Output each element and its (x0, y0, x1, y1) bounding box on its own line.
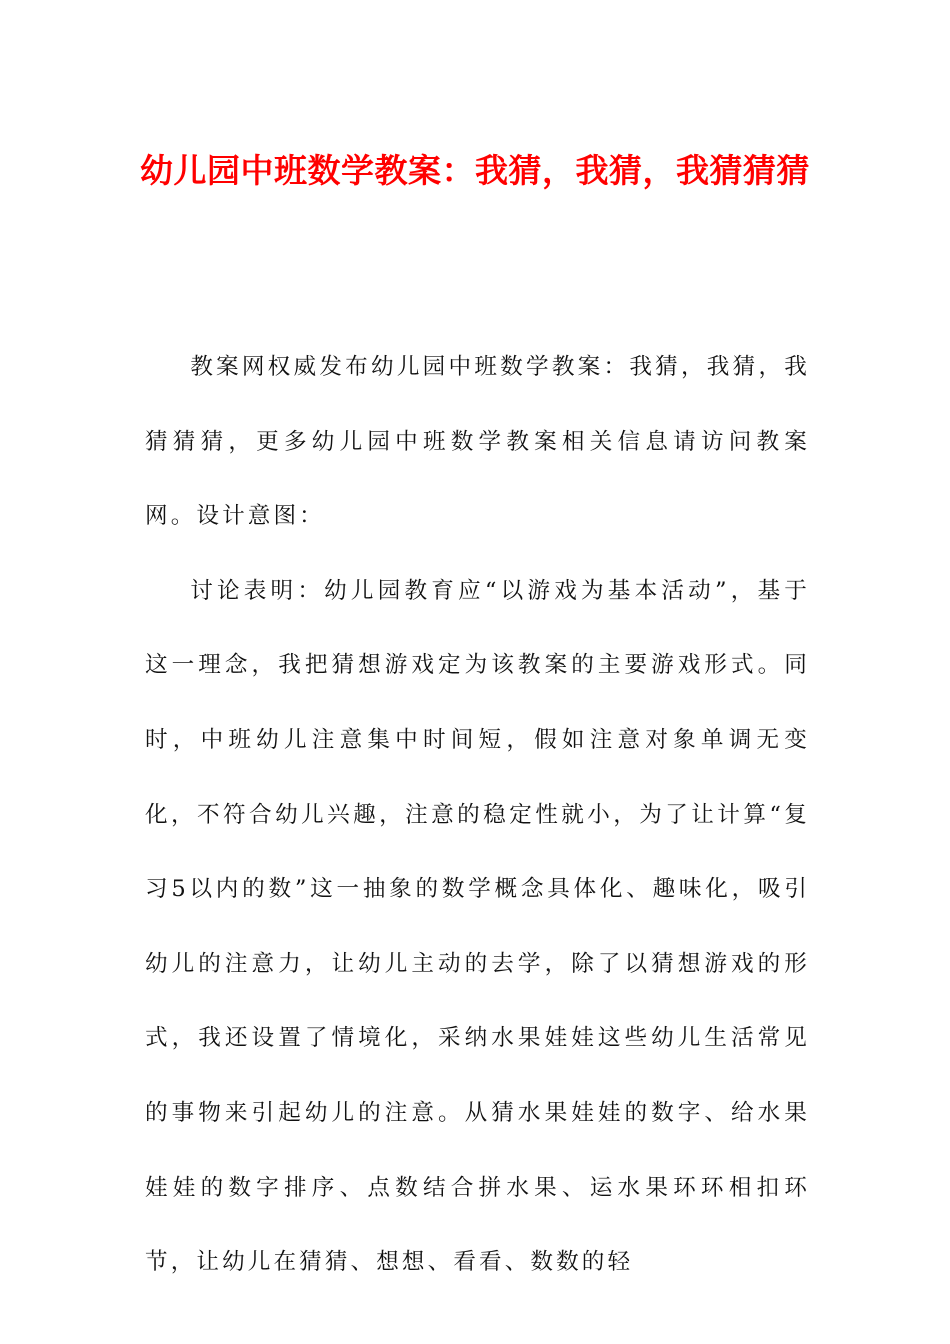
paragraph-intro: 教案网权威发布幼儿园中班数学教案：我猜，我猜，我猜猜猜，更多幼儿园中班数学教案相关信息请访问教案网。设计意图： (145, 354, 810, 530)
document-body (145, 330, 810, 1300)
document-title: 幼儿园中班数学教案：我猜，我猜，我猜猜猜 (140, 151, 810, 190)
paragraph-discussion: 讨论表明：幼儿园教育应“以游戏为基本活动”，基于这一理念，我把猜想游戏定为该教案的主要游戏形式。同时，中班幼儿注意集中时间短，假如注意对象单调无变化，不符合幼儿兴趣，注意的稳定性就小，为了让计算“复习5以内的数”这一抽象的数学概念具体化、趣味化，吸引幼儿的注意力，让幼儿主动的去学，除了以猜想游戏的形式，我还设置了情境化，采纳水果娃娃这些幼儿生活常见的事物来引起幼儿的注意。从猜水果娃娃的数字、给水果娃娃的数字排序、点数结合拼水果、运水果环环相扣环节，让幼儿在猜猜、想想、看看、数数的轻 (145, 577, 810, 1276)
